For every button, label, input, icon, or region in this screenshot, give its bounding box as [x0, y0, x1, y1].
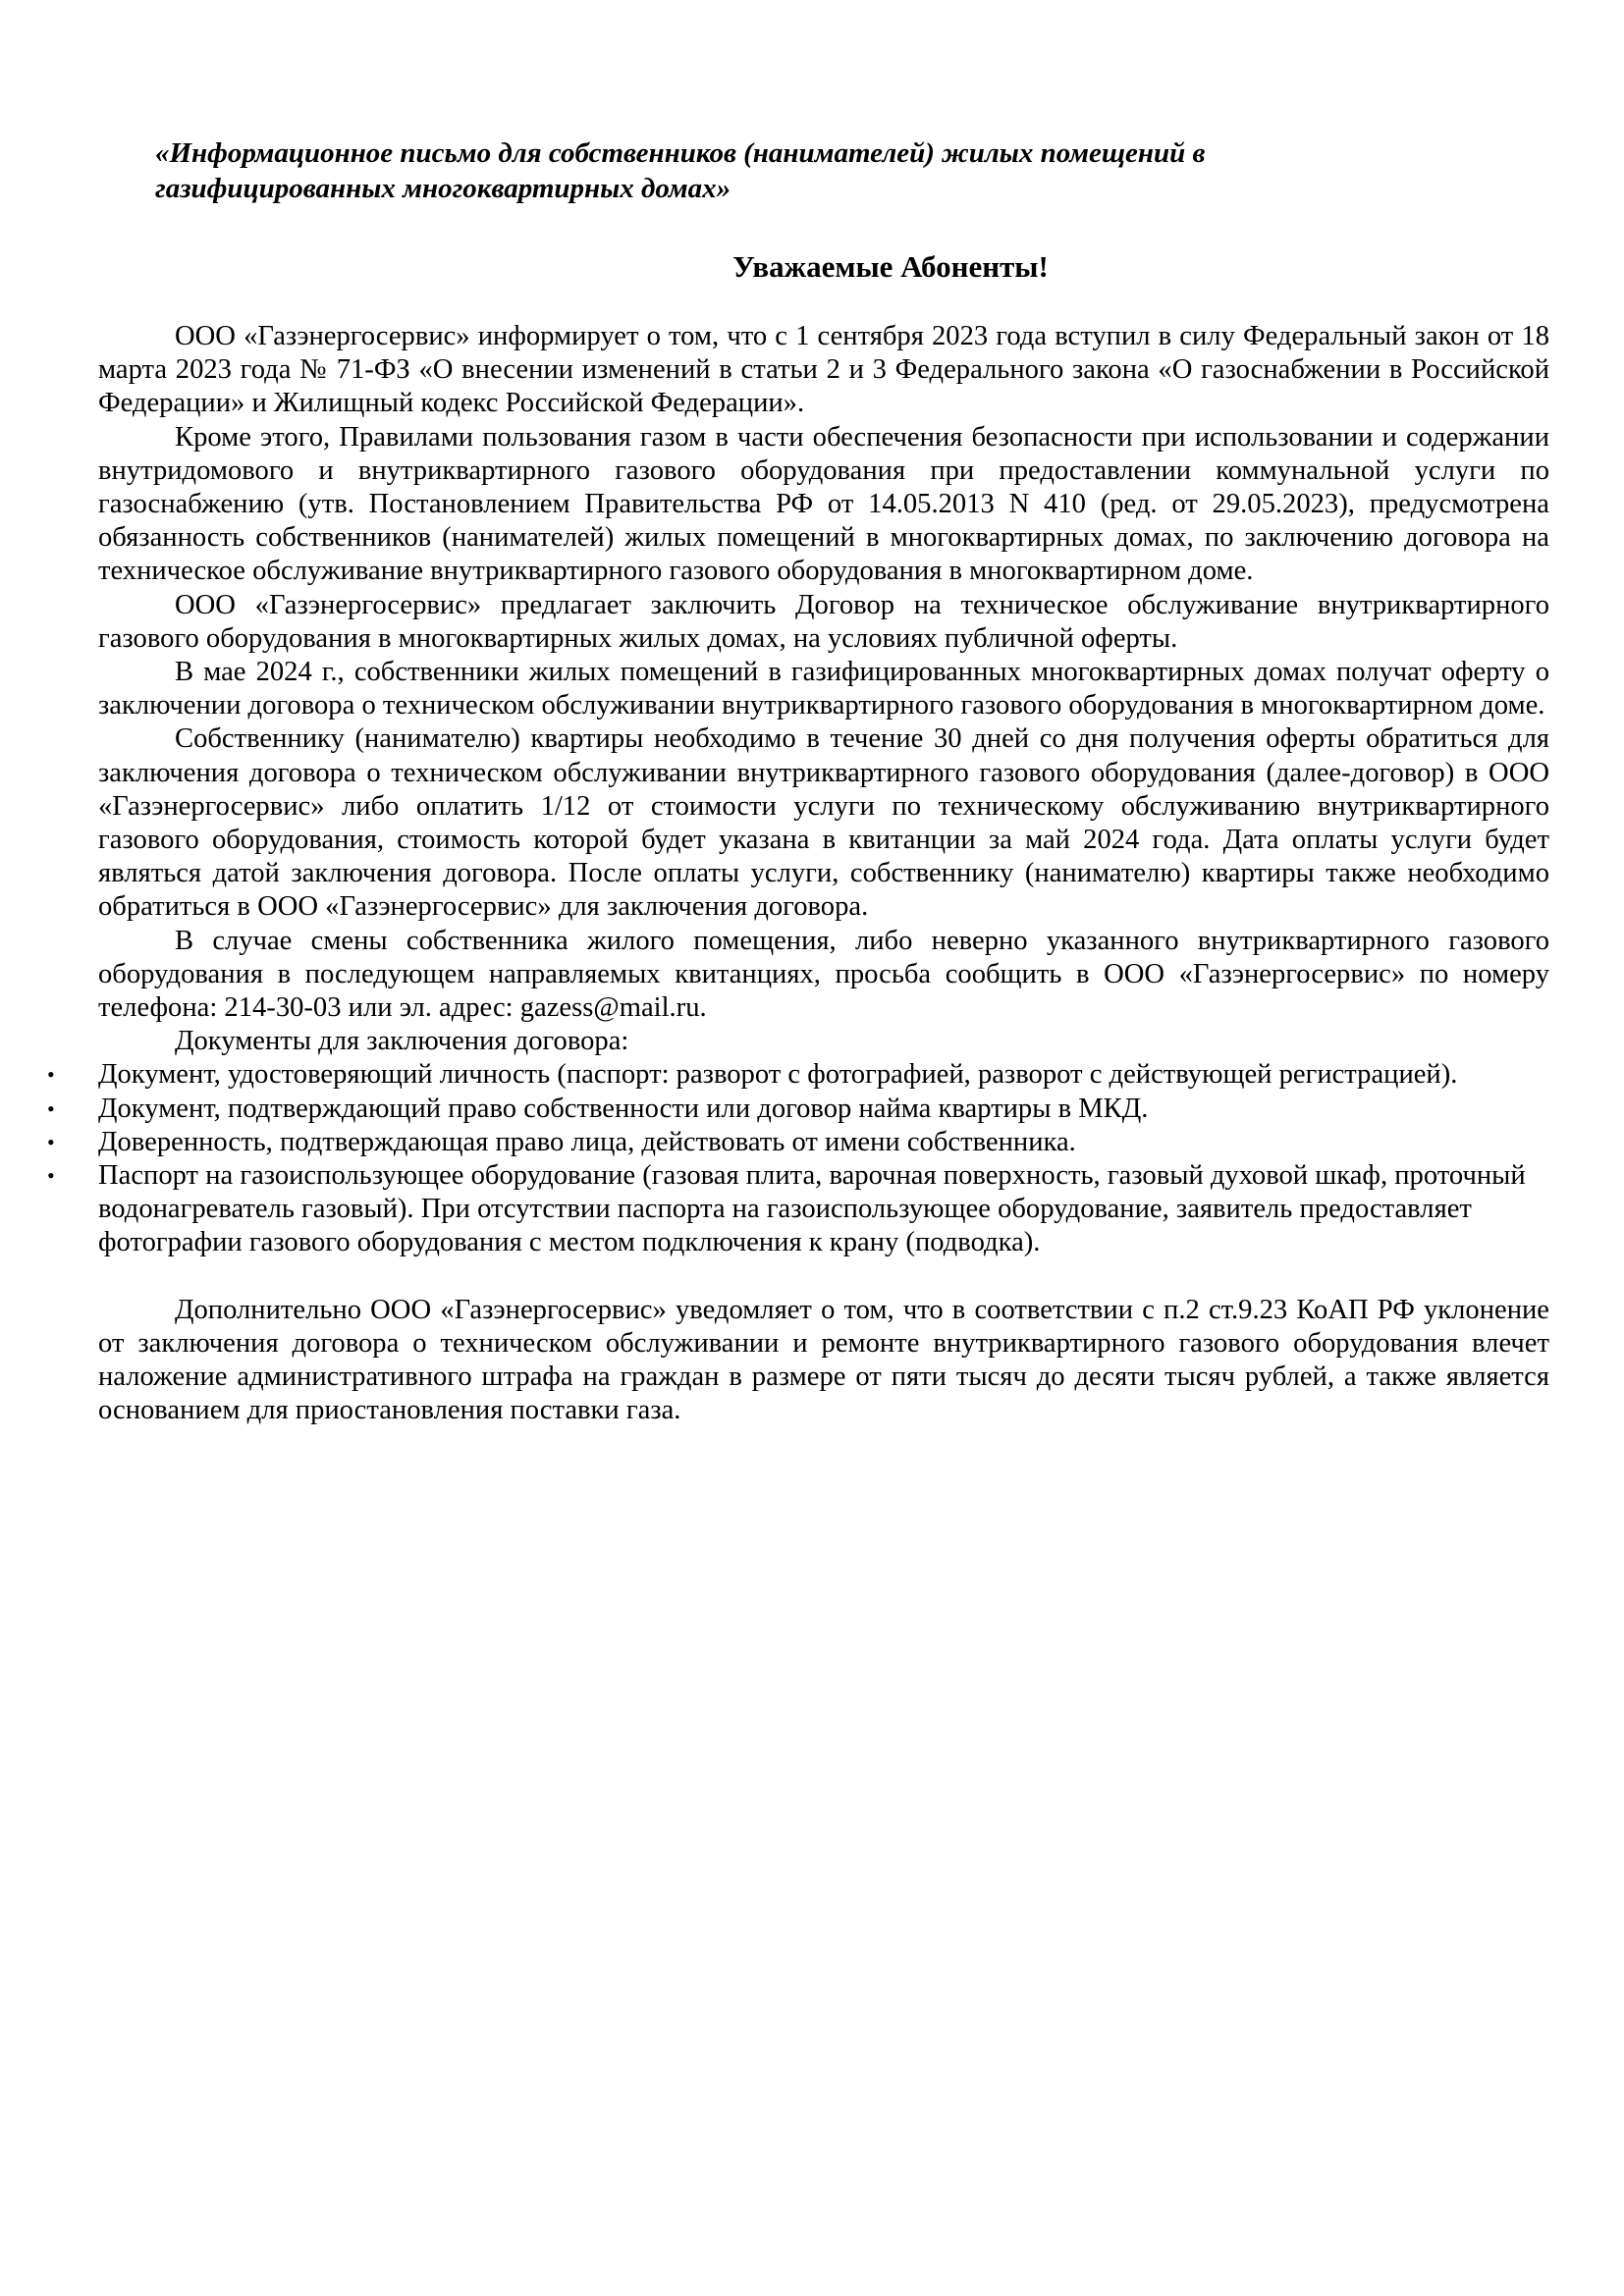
paragraph-owner-instructions: Собственнику (нанимателю) квартиры необходимо в течение 30 дней со дня получения оферты обратиться для заключения договора о техническом обслуживании внутриквартирного газового оборудования (далее-договор) в ООО «Газэнергосервис» либо оплатить 1/12 от стоимости услуги по техническому обслуживанию внутриквартирного газового оборудования, стоимость которой будет указана в квитанции за май 2024 года. Дата оплаты услуги будет являться датой заключения договора. После оплаты услуги, собственнику (нанимателю) квартиры также необходимо обратиться в ООО «Газэнергосервис» для заключения договора.: [98, 723, 1549, 923]
paragraph-rules-obligation: Кроме этого, Правилами пользования газом в части обеспечения безопасности при использовании и содержании внутридомового и внутриквартирного газового оборудования при предоставлении коммунальной услуги по газоснабжению (утв. Постановлением Правительства РФ от 14.05.2013 N 410 (ред. от 29.05.2023), предусмотрена обязанность собственников (нанимателей) жилых помещений в многоквартирных домах, по заключению договора на техническое обслуживание внутриквартирного газового оборудования в многоквартирном доме.: [98, 421, 1549, 587]
spacer: [98, 1260, 1549, 1294]
list-item: [47, 1093, 1549, 1126]
list-item: [47, 1159, 1549, 1260]
bullet-icon: •: [47, 1062, 55, 1088]
list-item-text: Документ, удостоверяющий личность (паспорт: разворот с фотографией, разворот с действующей регистрацией).: [98, 1059, 1458, 1091]
list-item-text: Паспорт на газоиспользующее оборудование (газовая плита, варочная поверхность, газовый духовой шкаф, проточный водонагреватель газовый). При отсутствии паспорта на газоиспользующее оборудование, заявитель предоставляет фотографии газового оборудования с местом подключения к крану (подводка).: [98, 1160, 1526, 1258]
list-item-text: Доверенность, подтверждающая право лица, действовать от имени собственника.: [98, 1126, 1076, 1157]
bullet-icon: •: [47, 1163, 55, 1189]
paragraph-may-offer: В мае 2024 г., собственники жилых помещений в газифицированных многоквартирных домах получат оферту о заключении договора о техническом обслуживании внутриквартирного газового оборудования в многоквартирном доме.: [98, 657, 1549, 721]
document-body: [47, 320, 1549, 1428]
list-item: [47, 1058, 1549, 1092]
bullet-icon: •: [47, 1095, 55, 1121]
paragraph-closing-penalty: Дополнительно ООО «Газэнергосервис» уведомляет о том, что в соответствии с п.2 ст.9.23 КоАП РФ уклонение от заключения договора о техническом обслуживании и ремонте внутриквартирного газового оборудования влечет наложение административного штрафа на граждан в размере от пяти тысяч до десяти тысяч рублей, а также является основанием для приостановления поставки газа.: [98, 1294, 1549, 1426]
list-item-text: Документ, подтверждающий право собственности или договор найма квартиры в МКД.: [98, 1093, 1149, 1124]
paragraph-contract-offer: ООО «Газэнергосервис» предлагает заключить Договор на техническое обслуживание внутриквартирного газового оборудования в многоквартирных жилых домах, на условиях публичной оферты.: [98, 589, 1549, 654]
salutation: Уважаемые Абоненты!: [732, 249, 1049, 284]
paragraph-contact-info: В случае смены собственника жилого помещения, либо неверно указанного внутриквартирного газового оборудования в последующем направляемых квитанциях, просьба сообщить в ООО «Газэнергосервис» по номеру телефона: 214-30-03 или эл. адрес: gazess@mail.ru.: [98, 925, 1549, 1024]
bullet-icon: •: [47, 1129, 55, 1154]
docs-list: [47, 1058, 1549, 1259]
document-heading: «Информационное письмо для собственников (нанимателей) жилых помещений в газифицированных многоквартирных домах»: [155, 137, 1206, 204]
list-item: [47, 1126, 1549, 1159]
docs-intro: Документы для заключения договора:: [175, 1026, 629, 1057]
paragraph-law-notice: ООО «Газэнергосервис» информирует о том, что с 1 сентября 2023 года вступил в силу Федеральный закон от 18 марта 2023 года № 71-ФЗ «О внесении изменений в статьи 2 и 3 Федерального закона «О газоснабжении в Российской Федерации» и Жилищный кодекс Российской Федерации».: [98, 321, 1549, 419]
